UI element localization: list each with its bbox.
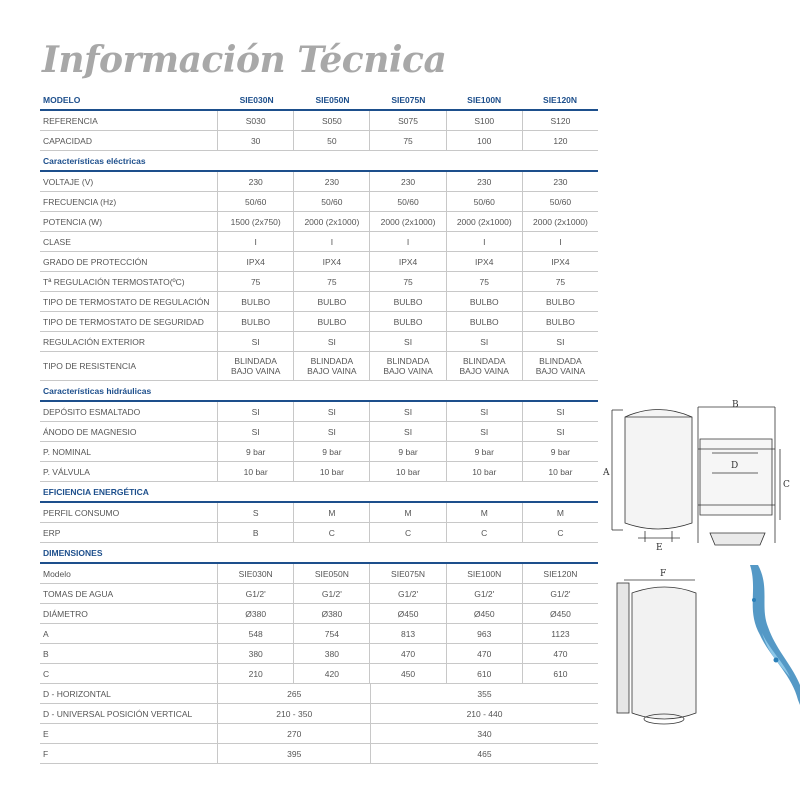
table-cell: 380 — [217, 644, 293, 663]
table-row — [40, 724, 598, 744]
row-label: CLASE — [43, 236, 71, 247]
row-label: ERP — [43, 527, 61, 538]
table-cell: SI — [217, 422, 293, 441]
table-cell: 2000 (2x1000) — [369, 212, 445, 231]
table-cell: 10 bar — [293, 462, 369, 481]
table-cell: M — [522, 503, 598, 522]
table-row — [40, 111, 598, 131]
row-label: FRECUENCIA (Hz) — [43, 196, 117, 207]
table-cell-merged: 210 - 440 — [370, 704, 598, 723]
dim-label-a: A — [603, 468, 610, 478]
table-cell: SI — [522, 422, 598, 441]
table-cell: 100 — [446, 131, 522, 150]
table-cell: BULBO — [293, 312, 369, 331]
row-label: TOMAS DE AGUA — [43, 588, 114, 599]
dim-label-d: D — [731, 461, 739, 471]
table-cell: B — [217, 523, 293, 542]
row-label: B — [43, 648, 49, 659]
table-row-resistencia — [40, 352, 598, 381]
table-cell: BULBO — [217, 312, 293, 331]
table-cell-merged: 210 - 350 — [217, 704, 370, 723]
model-header-cell: SIE100N — [467, 94, 502, 105]
row-label: P. NOMINAL — [43, 446, 92, 457]
table-cell: Ø450 — [369, 604, 445, 623]
table-cell: 9 bar — [293, 442, 369, 461]
table-cell: 10 bar — [446, 462, 522, 481]
row-label: VOLTAJE (V) — [43, 176, 94, 187]
table-cell: G1/2' — [293, 584, 369, 603]
table-cell: 120 — [522, 131, 598, 150]
dim-label-b: B — [732, 400, 739, 410]
table-row — [40, 232, 598, 252]
model-header-cell: SIE050N — [315, 94, 350, 105]
table-cell: BULBO — [446, 312, 522, 331]
table-cell: 230 — [446, 172, 522, 191]
spec-table — [40, 90, 598, 764]
table-cell: 10 bar — [522, 462, 598, 481]
table-cell: 450 — [369, 664, 445, 683]
table-cell: Ø380 — [293, 604, 369, 623]
dim-label-c: C — [783, 480, 790, 490]
table-cell: 75 — [369, 131, 445, 150]
table-cell: C — [293, 523, 369, 542]
table-cell: 75 — [522, 272, 598, 291]
table-cell: 30 — [217, 131, 293, 150]
table-cell: 210 — [217, 664, 293, 683]
table-cell: SI — [446, 402, 522, 421]
table-cell-merged: 265 — [217, 684, 370, 703]
table-cell: 230 — [369, 172, 445, 191]
table-cell: 230 — [522, 172, 598, 191]
section-eficiencia: EFICIENCIA ENERGÉTICA — [40, 482, 598, 503]
table-row — [40, 523, 598, 543]
row-label: A — [43, 628, 49, 639]
table-cell: 610 — [446, 664, 522, 683]
table-cell: I — [369, 232, 445, 251]
table-row — [40, 172, 598, 192]
table-cell: 2000 (2x1000) — [293, 212, 369, 231]
row-label: TIPO DE TERMOSTATO DE SEGURIDAD — [43, 316, 204, 327]
table-row — [40, 332, 598, 352]
table-row — [40, 212, 598, 232]
model-header-label: MODELO — [43, 94, 81, 105]
table-row — [40, 192, 598, 212]
table-cell: SIE030N — [217, 564, 293, 583]
table-cell: BULBO — [293, 292, 369, 311]
table-cell: SI — [293, 332, 369, 351]
row-label: TIPO DE TERMOSTATO DE REGULACIÓN — [43, 296, 210, 307]
table-cell: BULBO — [369, 292, 445, 311]
table-cell: 754 — [293, 624, 369, 643]
model-header-cell: SIE120N — [543, 94, 578, 105]
table-cell: 2000 (2x1000) — [522, 212, 598, 231]
table-cell: SI — [446, 422, 522, 441]
table-cell: 1123 — [522, 624, 598, 643]
row-label: REFERENCIA — [43, 115, 98, 126]
table-row — [40, 402, 598, 422]
table-cell: I — [217, 232, 293, 251]
table-cell: 470 — [522, 644, 598, 663]
table-cell: I — [446, 232, 522, 251]
table-cell: C — [446, 523, 522, 542]
table-cell: BLINDADA BAJO VAINA — [446, 352, 522, 380]
table-cell: M — [293, 503, 369, 522]
row-label: DIÁMETRO — [43, 608, 88, 619]
row-label: ÁNODO DE MAGNESIO — [43, 426, 137, 437]
row-label: DEPÓSITO ESMALTADO — [43, 406, 141, 417]
table-cell: BULBO — [522, 312, 598, 331]
table-cell: G1/2' — [369, 584, 445, 603]
table-cell: SI — [522, 402, 598, 421]
table-cell: BLINDADA BAJO VAINA — [293, 352, 369, 380]
table-cell: M — [369, 503, 445, 522]
table-cell: 9 bar — [217, 442, 293, 461]
table-row — [40, 624, 598, 644]
table-cell: Ø380 — [217, 604, 293, 623]
row-label: Modelo — [43, 568, 71, 579]
row-label: GRADO DE PROTECCIÓN — [43, 256, 148, 267]
row-label: POTENCIA (W) — [43, 216, 103, 227]
table-cell: SI — [522, 332, 598, 351]
row-label: C — [43, 668, 50, 679]
table-cell-merged: 270 — [217, 724, 370, 743]
table-cell: 10 bar — [369, 462, 445, 481]
table-cell: I — [293, 232, 369, 251]
table-cell: G1/2' — [446, 584, 522, 603]
table-cell: 548 — [217, 624, 293, 643]
table-cell: 610 — [522, 664, 598, 683]
table-cell: 75 — [217, 272, 293, 291]
table-cell: S030 — [217, 111, 293, 130]
table-cell: SI — [369, 332, 445, 351]
table-cell-merged: 395 — [217, 744, 370, 763]
table-cell: BULBO — [446, 292, 522, 311]
table-cell: S — [217, 503, 293, 522]
table-row — [40, 704, 598, 724]
table-cell: 1500 (2x750) — [217, 212, 293, 231]
model-header-cell: SIE075N — [391, 94, 426, 105]
table-cell: I — [522, 232, 598, 251]
table-row — [40, 584, 598, 604]
row-label: D - HORIZONTAL — [43, 688, 111, 699]
table-cell: IPX4 — [217, 252, 293, 271]
table-cell: BULBO — [369, 312, 445, 331]
table-cell: IPX4 — [446, 252, 522, 271]
table-cell: 380 — [293, 644, 369, 663]
row-label: CAPACIDAD — [43, 135, 92, 146]
table-cell: G1/2' — [522, 584, 598, 603]
table-cell: Ø450 — [522, 604, 598, 623]
table-cell: S100 — [446, 111, 522, 130]
table-cell: 2000 (2x1000) — [446, 212, 522, 231]
table-cell: SIE075N — [369, 564, 445, 583]
table-cell: 470 — [369, 644, 445, 663]
section-hidraulicas: Características hidráulicas — [40, 381, 598, 402]
table-cell-merged: 340 — [370, 724, 598, 743]
table-cell: SIE100N — [446, 564, 522, 583]
table-cell: 50/60 — [217, 192, 293, 211]
table-cell: G1/2' — [217, 584, 293, 603]
table-row — [40, 664, 598, 684]
table-row — [40, 462, 598, 482]
table-cell: 9 bar — [369, 442, 445, 461]
table-cell: S075 — [369, 111, 445, 130]
table-cell: 50/60 — [369, 192, 445, 211]
row-label: F — [43, 748, 49, 759]
table-cell: BULBO — [522, 292, 598, 311]
table-row — [40, 564, 598, 584]
table-row — [40, 604, 598, 624]
table-cell: 75 — [369, 272, 445, 291]
table-cell-merged: 465 — [370, 744, 598, 763]
table-cell: SI — [369, 402, 445, 421]
model-header-cell: SIE030N — [239, 94, 274, 105]
table-cell: 963 — [446, 624, 522, 643]
table-cell: 230 — [217, 172, 293, 191]
table-cell: 10 bar — [217, 462, 293, 481]
table-cell: 230 — [293, 172, 369, 191]
table-cell: Ø450 — [446, 604, 522, 623]
row-label: E — [43, 728, 49, 739]
table-row — [40, 644, 598, 664]
table-cell: 50/60 — [293, 192, 369, 211]
table-cell: 50/60 — [522, 192, 598, 211]
table-row — [40, 292, 598, 312]
table-cell: BULBO — [217, 292, 293, 311]
table-row — [40, 442, 598, 462]
table-cell: SI — [293, 422, 369, 441]
table-cell: SIE050N — [293, 564, 369, 583]
table-cell: IPX4 — [293, 252, 369, 271]
dim-label-f: F — [660, 569, 667, 579]
table-cell: 9 bar — [522, 442, 598, 461]
dim-label-e: E — [656, 543, 663, 553]
table-cell: BLINDADA BAJO VAINA — [217, 352, 293, 380]
table-cell: SI — [217, 402, 293, 421]
table-cell: 75 — [293, 272, 369, 291]
table-row — [40, 131, 598, 151]
table-cell: IPX4 — [522, 252, 598, 271]
table-row — [40, 252, 598, 272]
table-cell: 50 — [293, 131, 369, 150]
table-cell: SI — [217, 332, 293, 351]
table-cell: IPX4 — [369, 252, 445, 271]
table-cell-merged: 355 — [370, 684, 598, 703]
row-label: PERFIL CONSUMO — [43, 507, 120, 518]
row-label: TIPO DE RESISTENCIA — [43, 361, 137, 371]
table-cell: M — [446, 503, 522, 522]
table-cell: 50/60 — [446, 192, 522, 211]
section-electricas: Características eléctricas — [40, 151, 598, 172]
table-cell: S120 — [522, 111, 598, 130]
table-cell: BLINDADA BAJO VAINA — [369, 352, 445, 380]
row-label: D - UNIVERSAL POSICIÓN VERTICAL — [43, 708, 193, 719]
model-header-row — [40, 90, 598, 111]
table-cell: SIE120N — [522, 564, 598, 583]
section-dimensiones: DIMENSIONES — [40, 543, 598, 564]
row-label: Tª REGULACIÓN TERMOSTATO(ºC) — [43, 276, 185, 287]
table-cell: 9 bar — [446, 442, 522, 461]
heater-drawings — [600, 395, 800, 735]
table-row — [40, 684, 598, 704]
table-cell: BLINDADA BAJO VAINA — [522, 352, 598, 380]
table-cell: 470 — [446, 644, 522, 663]
table-cell: 420 — [293, 664, 369, 683]
table-cell: SI — [446, 332, 522, 351]
row-label: P. VÁLVULA — [43, 466, 90, 477]
row-label: REGULACIÓN EXTERIOR — [43, 336, 146, 347]
table-row — [40, 503, 598, 523]
table-cell: 75 — [446, 272, 522, 291]
table-cell: SI — [293, 402, 369, 421]
table-row — [40, 744, 598, 764]
table-cell: S050 — [293, 111, 369, 130]
table-cell: SI — [369, 422, 445, 441]
table-cell: 813 — [369, 624, 445, 643]
page-title: Información Técnica — [42, 39, 447, 81]
table-row — [40, 312, 598, 332]
table-row — [40, 272, 598, 292]
table-row — [40, 422, 598, 442]
table-cell: C — [522, 523, 598, 542]
table-cell: C — [369, 523, 445, 542]
